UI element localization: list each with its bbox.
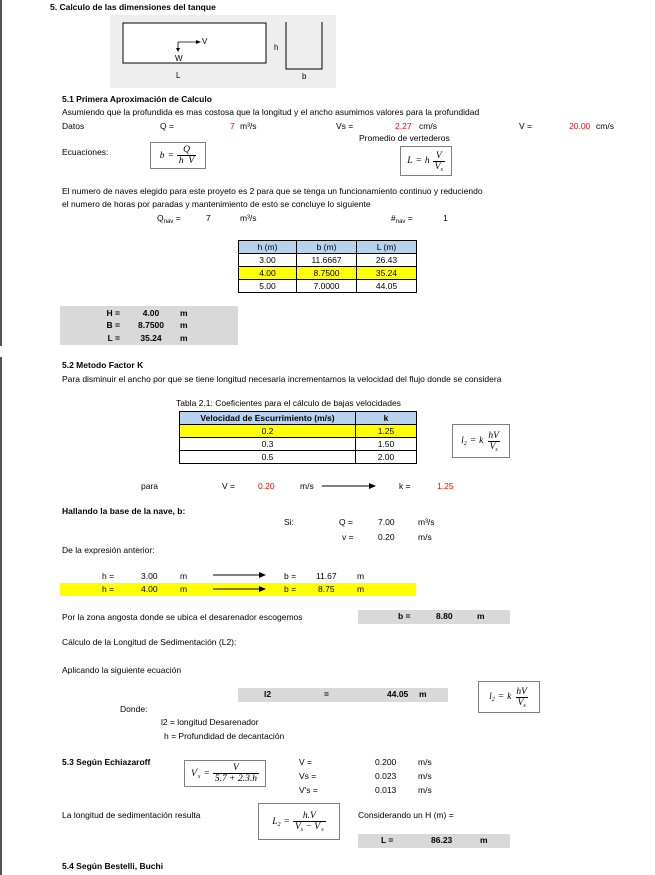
echiazaroff-v-value: 0.200 (375, 757, 397, 767)
tank-section-shape (286, 22, 322, 69)
equation-k (452, 424, 510, 458)
si-v-unit: m/s (418, 532, 432, 542)
ecuaciones-label: Ecuaciones: (62, 147, 109, 157)
equation-l-eq: = (415, 156, 422, 166)
nnav-label: $\#_{nav}$ = (391, 213, 413, 225)
table-row-highlighted (239, 267, 417, 280)
table-row (239, 280, 417, 293)
l2-result-eq: = (324, 689, 329, 699)
echiazaroff-vsp-label: V's = (299, 785, 318, 795)
cell: 26.43 (357, 254, 417, 267)
q-unit: m³/s (240, 121, 257, 131)
equation-b (150, 142, 206, 169)
tank-diagram-svg (110, 15, 336, 88)
q-value: 7 (230, 121, 235, 131)
datos-label: Datos (62, 121, 85, 131)
table-header-row (180, 412, 417, 425)
equation-vs-prime (184, 760, 266, 787)
arrow-right-icon (213, 585, 266, 593)
equation-k-repeat-lhs: $l_2$ (489, 692, 495, 703)
equation-k-lhs: $l_2$ (461, 436, 467, 447)
cell: 44.05 (357, 280, 417, 293)
tank-diagram (110, 15, 336, 88)
si-q-label: Q = (339, 517, 353, 527)
naves-paragraph-line-1: El numero de naves elegido para este proyeto es 2 para que se tenga un funcionamiento continuo y reduciendo (62, 186, 483, 196)
escogido-value: 8.80 (436, 611, 453, 621)
arrow-right-icon (213, 571, 266, 579)
row1-b-label: b = (284, 571, 297, 581)
equation-k-repeat (478, 681, 540, 713)
equation-l2-lhs: $L_2$ (272, 816, 281, 828)
escogido-label: b = (398, 611, 411, 621)
section-5-4-title: 5.4 Según Bestelli, Buchi (62, 861, 164, 871)
diagram-label-h: h (274, 43, 279, 52)
table-header-row (239, 241, 417, 254)
row1-h-label: h = (102, 571, 115, 581)
nnav-value: 1 (443, 213, 448, 223)
header-b: b (m) (297, 241, 357, 254)
equation-vs-prime-denominator: 5.7 + 2.3.h (214, 774, 257, 784)
left-border-bottom (0, 357, 2, 875)
equation-l2 (258, 803, 340, 840)
equation-l (400, 146, 452, 176)
l2-result-label: l2 (264, 689, 272, 699)
longitud-text: La longitud de sedimentación resulta (62, 810, 201, 820)
para-k-value: 1.25 (437, 481, 454, 491)
row1-h-value: 3.00 (141, 571, 158, 581)
equation-b-lhs: b (159, 150, 165, 161)
equation-k-repeat-denominator: $V_s$ (517, 697, 526, 709)
row2-b-label: b = (284, 584, 297, 594)
result-b-unit: m (180, 320, 188, 330)
result-b-value: 8.7500 (138, 320, 164, 330)
diagram-label-b: b (302, 72, 307, 81)
cell: 1.50 (356, 438, 417, 451)
equation-b-fraction (177, 145, 196, 166)
para-v-value: 0.20 (258, 481, 275, 491)
equation-l-lhs: L (407, 156, 413, 166)
definition-h: h = Profundidad de decantación (164, 731, 285, 741)
diagram-label-w: W (175, 54, 183, 63)
table-row (180, 451, 417, 464)
result-l-label: L = (107, 333, 120, 343)
equation-k-factor: k (479, 436, 484, 446)
section-5-title: 5. Calculo de las dimensiones del tanque (50, 2, 216, 12)
l2-result-unit: m (419, 689, 427, 699)
diagram-label-v: V (202, 37, 208, 46)
table-row (180, 438, 417, 451)
equation-l2-eq: = (283, 816, 290, 827)
tank-plan-rect (123, 23, 266, 63)
cell: 0.2 (180, 425, 356, 438)
echiazaroff-v-label: V = (299, 757, 312, 767)
si-q-unit: m³/s (418, 517, 435, 527)
qnav-unit: m³/s (240, 213, 257, 223)
echiazaroff-v-unit: m/s (418, 757, 432, 767)
row1-b-unit: m (357, 571, 365, 581)
qnav-value: 7 (206, 213, 211, 223)
diagram-label-l: L (176, 71, 181, 80)
echiazaroff-vs-value: 0.023 (375, 771, 397, 781)
expresion-text: De la expresión anterior: (62, 545, 155, 555)
cell: 2.00 (356, 451, 417, 464)
v-label: V = (519, 121, 532, 131)
section-5-3-title: 5.3 Según Echiazaroff (62, 757, 151, 767)
considerando-text: Considerando un H (m) = (358, 810, 454, 820)
k-coefficients-table (179, 411, 417, 464)
header-velocity: Velocidad de Escurrimiento (m/s) (180, 412, 356, 425)
hallando-heading: Hallando la base de la nave, b: (62, 506, 186, 516)
donde-label: Donde: (120, 704, 148, 714)
left-border-top (0, 0, 2, 346)
aplicando-text: Aplicando la siguiente ecuación (62, 665, 182, 675)
equation-b-denominator: h V (178, 156, 195, 166)
equation-b-eq: = (167, 150, 174, 161)
l-result-unit: m (480, 835, 488, 845)
header-h: h (m) (239, 241, 297, 254)
equation-vs-prime-eq: = (203, 768, 210, 779)
equation-k-repeat-eq: = (497, 692, 505, 702)
row1-b-value: 11.67 (316, 571, 337, 581)
result-h-label: H = (106, 308, 120, 318)
v-value: 20.00 (569, 121, 591, 131)
cell: 1.25 (356, 425, 417, 438)
echiazaroff-vs-label: Vs = (299, 771, 317, 781)
vs-label: Vs = (336, 121, 354, 131)
q-label: Q = (160, 121, 174, 131)
cell: 8.7500 (297, 267, 357, 280)
equation-l-numerator: V (435, 150, 442, 161)
equation-l2-numerator: h.V (302, 811, 316, 821)
equation-vs-prime-numerator: V (233, 763, 239, 773)
dimensions-table (238, 240, 417, 293)
si-v-label: v = (342, 532, 354, 542)
equation-k-repeat-factor: k (507, 692, 512, 702)
header-l: L (m) (357, 241, 417, 254)
equation-k-repeat-fraction (514, 687, 529, 708)
cell: 0.5 (180, 451, 356, 464)
cell: 0.3 (180, 438, 356, 451)
cell: 11.6667 (297, 254, 357, 267)
equation-vs-prime-fraction (213, 763, 259, 784)
cell: 7.0000 (297, 280, 357, 293)
result-h-value: 4.00 (142, 308, 160, 318)
result-l-value: 35.24 (140, 333, 162, 343)
equation-l2-denominator: $V_s - V'_s$ (294, 821, 324, 833)
equation-k-repeat-numerator: hV (516, 686, 527, 697)
echiazaroff-vsp-unit: m/s (418, 785, 432, 795)
row2-h-value: 4.00 (141, 584, 158, 594)
zona-text: Por la zona angosta donde se ubica el desarenador escogemos (62, 612, 303, 622)
l2-title: Cálculo de la Longitud de Sedimentación (L2): (62, 637, 237, 647)
table-row-highlighted (180, 425, 417, 438)
equation-l-denominator: $V_s$ (434, 161, 443, 173)
equation-k-eq: = (469, 436, 477, 446)
table-row (239, 254, 417, 267)
si-label: Si: (284, 517, 294, 527)
equation-vs-prime-lhs: $V'_s$ (191, 767, 201, 780)
table-caption: Tabla 2.1: Coeficientes para el cálculo de bajas velocidades (176, 398, 401, 408)
definition-l2: l2 = longitud Desarenador (161, 717, 259, 727)
equation-l2-fraction (293, 811, 326, 832)
para-v-unit: m/s (300, 481, 314, 491)
equation-b-numerator: Q (183, 145, 191, 155)
escogido-box (358, 610, 510, 624)
si-q-value: 7.00 (378, 517, 395, 527)
row2-h-unit: m (180, 584, 188, 594)
vs-unit: cm/s (419, 121, 437, 131)
si-v-value: 0.20 (378, 532, 395, 542)
cell: 35.24 (357, 267, 417, 280)
echiazaroff-vs-unit: m/s (418, 771, 432, 781)
equation-k-fraction (486, 431, 501, 452)
l-result-label: L = (381, 835, 394, 845)
row2-b-value: 8.75 (318, 584, 335, 594)
row1-h-unit: m (180, 571, 188, 581)
cell: 3.00 (239, 254, 297, 267)
l2-result-value: 44.05 (387, 689, 409, 699)
row2-h-label: h = (102, 584, 115, 594)
para-v-label: V = (222, 481, 235, 491)
result-h-unit: m (180, 308, 188, 318)
row2-b-unit: m (357, 584, 365, 594)
echiazaroff-vsp-value: 0.013 (375, 785, 397, 795)
section-5-2-title: 5.2 Metodo Factor K (62, 360, 144, 370)
cell: 5.00 (239, 280, 297, 293)
v-unit: cm/s (596, 121, 614, 131)
equation-l-factor: h (424, 156, 430, 166)
cell: 4.00 (239, 267, 297, 280)
header-k: k (356, 412, 417, 425)
qnav-label: $Q_{nav}$ = (157, 213, 181, 225)
equation-l-fraction (433, 151, 445, 172)
para-k-label: k = (399, 481, 411, 491)
section-5-1-intro: Asumiendo que la profundida es mas costosa que la longitud y el ancho asumimos valores para la profundidad (62, 107, 480, 117)
section-5-1-title: 5.1 Primera Aproximación de Calculo (62, 94, 212, 104)
vs-value: 2.27 (395, 121, 412, 131)
equation-k-numerator: hV (488, 430, 499, 441)
result-l-unit: m (180, 333, 188, 343)
section-5-2-intro: Para disminuir el ancho por que se tiene longitud necesaria incrementamos la velocidad del flujo donde se considera (62, 374, 502, 384)
arrow-right-icon (322, 482, 376, 490)
naves-paragraph-line-2: el numero de horas por paradas y mantenimiento de esto se concluye lo siguiente (62, 199, 371, 209)
para-label: para (141, 481, 159, 491)
equation-k-denominator: $V_s$ (489, 441, 498, 453)
l-result-value: 86.23 (431, 835, 453, 845)
result-b-label: B = (106, 320, 120, 330)
escogido-unit: m (477, 611, 485, 621)
vs-note: Promedio de vertederos (359, 133, 450, 143)
